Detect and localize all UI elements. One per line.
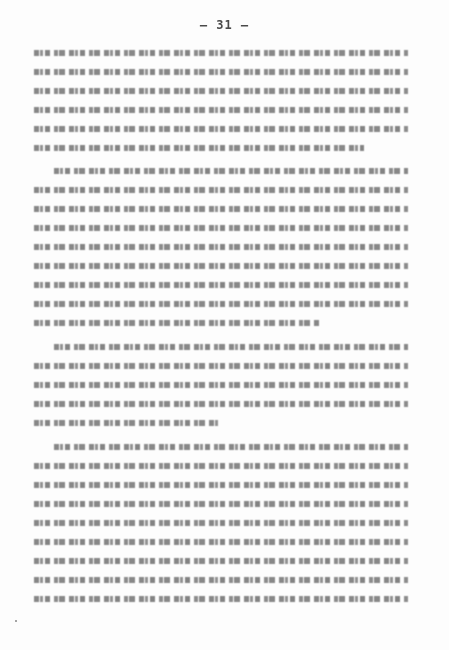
text-line — [34, 301, 408, 307]
text-line — [34, 263, 408, 269]
scan-speck — [15, 620, 17, 622]
text-line — [34, 320, 320, 326]
text-line — [34, 225, 408, 231]
text-line — [34, 382, 408, 388]
text-line — [34, 463, 408, 469]
text-line — [34, 282, 408, 288]
text-line — [34, 577, 408, 583]
text-line — [34, 558, 408, 564]
page-number: – 31 – — [199, 18, 250, 32]
text-line — [34, 520, 408, 526]
text-line — [54, 444, 408, 450]
text-line — [34, 145, 364, 151]
text-line — [34, 539, 408, 545]
text-line — [34, 187, 408, 193]
text-line — [54, 168, 408, 174]
text-line — [34, 50, 408, 56]
text-line — [34, 501, 408, 507]
text-line — [34, 363, 408, 369]
text-line — [54, 344, 408, 350]
text-line — [34, 69, 408, 75]
text-line — [34, 206, 408, 212]
text-line — [34, 244, 408, 250]
text-line — [34, 482, 408, 488]
text-line — [34, 126, 408, 132]
text-line — [34, 88, 408, 94]
text-line — [34, 401, 408, 407]
text-line — [34, 420, 220, 426]
text-line — [34, 107, 408, 113]
text-line — [34, 596, 408, 602]
